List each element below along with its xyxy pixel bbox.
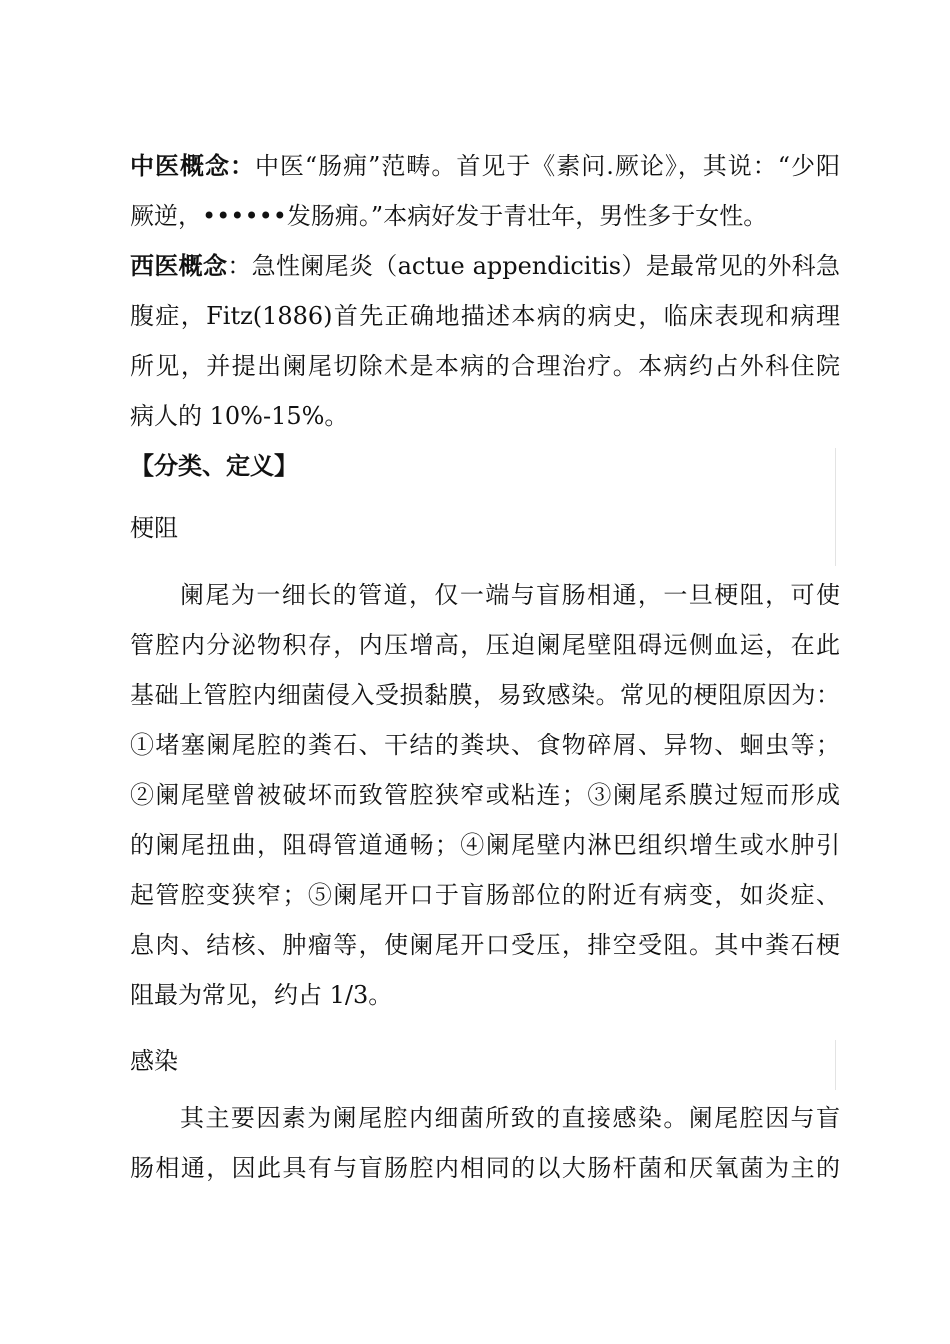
obstruction-line-8: 息肉、结核、肿瘤等，使阑尾开口受压，排空受阻。其中粪石梗 — [130, 931, 840, 959]
infection-line-1: 其主要因素为阑尾腔内细菌所致的直接感染。阑尾腔因与盲 — [180, 1104, 840, 1132]
tcm-concept-line-2: 厥逆，••••••发肠痈。”本病好发于青壮年，男性多于女性。 — [130, 202, 768, 230]
tcm-concept-line-1 — [130, 151, 840, 181]
western-concept-label: 西医概念 — [130, 251, 228, 280]
western-concept-text-1: ：急性阑尾炎（actue appendicitis）是最常见的外科急 — [227, 252, 841, 280]
tcm-concept-label: 中医概念： — [130, 151, 255, 180]
obstruction-title: 梗阻 — [130, 514, 178, 542]
obstruction-line-2: 管腔内分泌物积存，内压增高，压迫阑尾壁阻碍远侧血运，在此 — [130, 631, 840, 659]
tcm-concept-text-1: 中医“肠痈”范畴。首见于《素问.厥论》，其说：“少阳 — [254, 152, 841, 180]
western-concept-line-2: 腹症，Fitz(1886)首先正确地描述本病的病史，临床表现和病理 — [130, 302, 840, 330]
margin-rule-1 — [835, 448, 836, 566]
obstruction-line-7: 起管腔变狭窄；⑤阑尾开口于盲肠部位的附近有病变，如炎症、 — [130, 881, 840, 909]
obstruction-line-4: ①堵塞阑尾腔的粪石、干结的粪块、食物碎屑、异物、蛔虫等； — [130, 731, 840, 759]
western-concept-line-4: 病人的 10%-15%。 — [130, 402, 349, 430]
western-concept-line-3: 所见，并提出阑尾切除术是本病的合理治疗。本病约占外科住院 — [130, 352, 840, 380]
obstruction-line-3: 基础上管腔内细菌侵入受损黏膜，易致感染。常见的梗阻原因为： — [130, 681, 840, 709]
western-concept-line-1 — [130, 251, 840, 281]
obstruction-line-9: 阻最为常见，约占 1/3。 — [130, 981, 393, 1009]
obstruction-line-1: 阑尾为一细长的管道，仅一端与盲肠相通，一旦梗阻，可使 — [180, 581, 840, 609]
infection-line-2: 肠相通，因此具有与盲肠腔内相同的以大肠杆菌和厌氧菌为主的 — [130, 1154, 840, 1182]
obstruction-line-5: ②阑尾壁曾被破坏而致管腔狭窄或粘连；③阑尾系膜过短而形成 — [130, 781, 840, 809]
obstruction-line-6: 的阑尾扭曲，阻碍管道通畅；④阑尾壁内淋巴组织增生或水肿引 — [130, 831, 840, 859]
section-heading: 【分类、定义】 — [130, 451, 298, 480]
infection-title: 感染 — [130, 1047, 178, 1075]
